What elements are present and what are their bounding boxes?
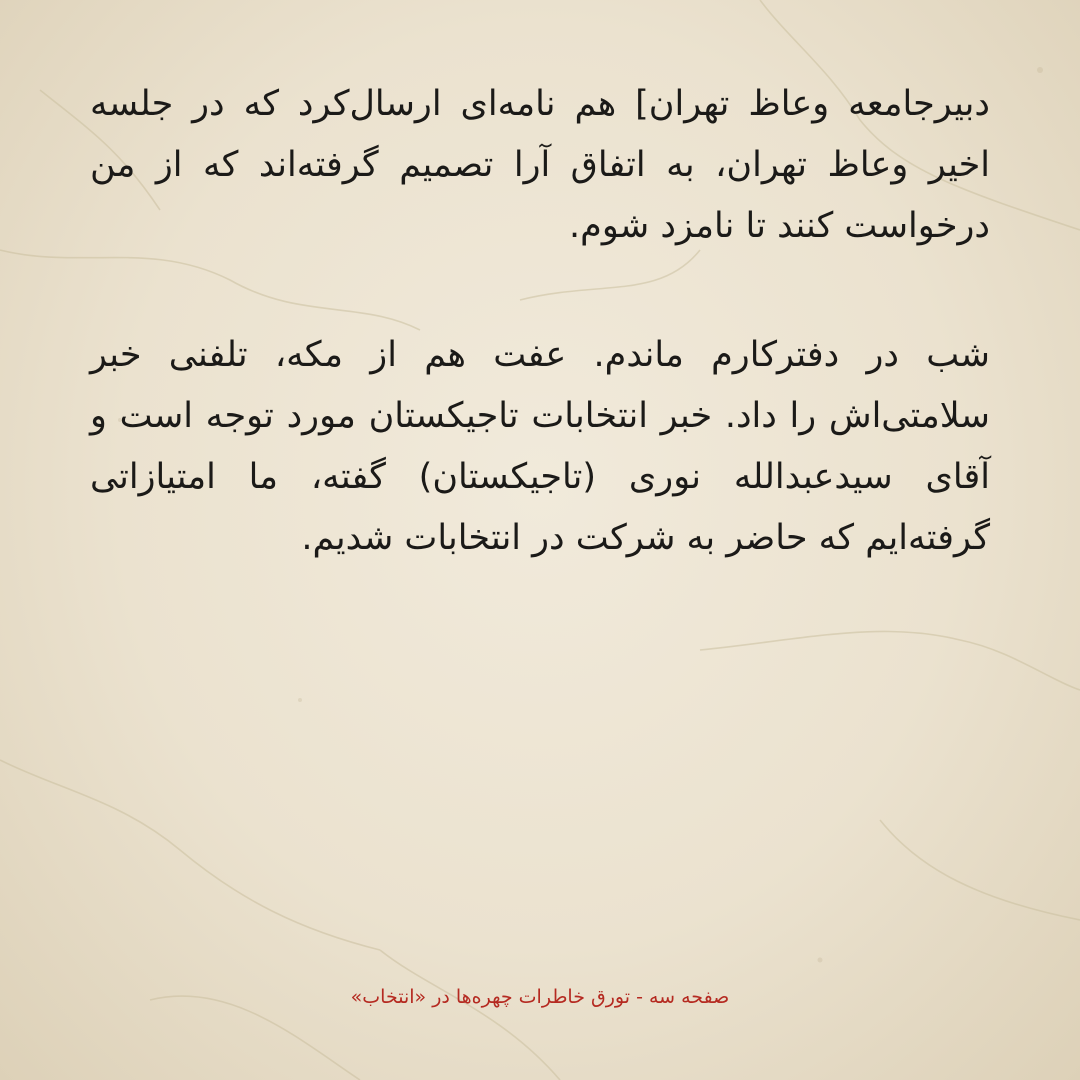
paragraph-2: شب در دفترکارم ماندم. عفت هم از مکه، تلفنی خبر سلامتی‌اش را داد. خبر انتخابات تاجیکستان مورد توجه است و آقای سیدعبدالله نوری (تاجیکستان) گفته، ما امتیازاتی گرفته‌ایم که حاضر به شرکت در انتخابات شدیم. <box>90 335 990 558</box>
page-footer: صفحه سه - تورق خاطرات چهره‌ها در «انتخاب» <box>350 986 730 1008</box>
paragraph-1: دبیرجامعه وعاظ تهران] هم نامه‌ای ارسال‌کرد که در جلسه اخیر وعاظ تهران، به اتفاق آرا تصمیم گرفته‌اند که از من درخواست کنند تا نامزد شوم. <box>90 84 990 246</box>
